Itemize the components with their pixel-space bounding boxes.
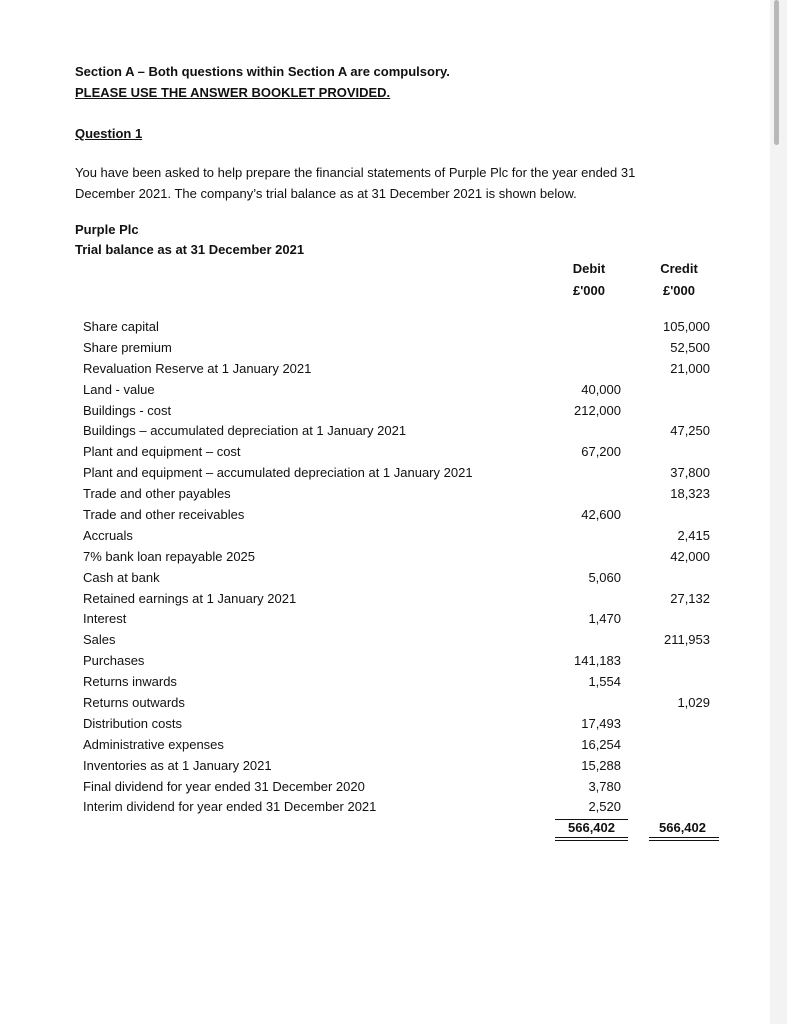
credit-header: Credit	[660, 261, 698, 276]
table-row	[83, 528, 723, 549]
question-line-1: You have been asked to help prepare the financial statements of Purple Plc for the year ended 31	[75, 165, 636, 180]
credit-total-double-rule	[649, 837, 719, 841]
table-row	[83, 632, 723, 653]
table-row	[83, 570, 723, 591]
table-row	[83, 465, 723, 486]
account-label: Plant and equipment – accumulated depreciation at 1 January 2021	[83, 465, 473, 481]
debit-amount: 5,060	[588, 569, 621, 585]
table-row	[83, 382, 723, 403]
account-label: Returns outwards	[83, 695, 185, 711]
account-label: Share premium	[83, 339, 172, 355]
debit-amount: 15,288	[581, 757, 621, 773]
debit-amount: 42,600	[581, 507, 621, 523]
table-row	[83, 779, 723, 800]
table-row	[83, 758, 723, 779]
table-row	[83, 507, 723, 528]
trial-balance-title: Trial balance as at 31 December 2021	[75, 242, 305, 257]
company-name: Purple Plc	[75, 222, 139, 237]
account-label: Share capital	[83, 319, 159, 334]
table-row	[83, 799, 723, 820]
debit-amount: 2,520	[588, 799, 621, 815]
credit-amount: 37,800	[670, 465, 710, 481]
debit-amount: 141,183	[574, 653, 621, 669]
account-label: Buildings - cost	[83, 402, 172, 418]
account-label: Cash at bank	[83, 569, 160, 585]
debit-amount: 1,470	[588, 611, 621, 627]
debit-unit-header: £'000	[572, 283, 605, 298]
account-label: Final dividend for year ended 31 December 2020	[83, 778, 365, 794]
credit-amount: 52,500	[670, 339, 710, 355]
table-row	[83, 423, 723, 444]
table-row	[83, 486, 723, 507]
table-row	[83, 591, 723, 612]
credit-amount: 47,250	[670, 423, 710, 439]
debit-amount: 17,493	[581, 715, 621, 731]
table-row	[83, 549, 723, 570]
account-label: Land - value	[83, 381, 155, 397]
table-row	[83, 403, 723, 424]
account-label: Administrative expenses	[83, 736, 224, 752]
section-instruction: PLEASE USE THE ANSWER BOOKLET PROVIDED.	[75, 85, 391, 100]
table-row	[83, 319, 723, 340]
question-paragraph	[75, 162, 725, 204]
table-row	[83, 695, 723, 716]
credit-amount: 2,415	[677, 527, 710, 543]
account-label: Purchases	[83, 653, 145, 669]
vertical-scrollbar[interactable]	[774, 0, 779, 145]
credit-unit-header: £'000	[662, 283, 695, 298]
question-title: Question 1	[75, 126, 143, 141]
account-label: 7% bank loan repayable 2025	[83, 548, 256, 564]
account-label: Distribution costs	[83, 715, 182, 731]
debit-amount: 3,780	[588, 778, 621, 794]
debit-total-double-rule	[555, 837, 628, 841]
account-label: Returns inwards	[83, 674, 177, 690]
account-label: Retained earnings at 1 January 2021	[83, 590, 297, 606]
debit-amount: 67,200	[581, 444, 621, 460]
credit-amount: 18,323	[670, 486, 710, 502]
table-row	[83, 611, 723, 632]
account-label: Sales	[83, 632, 116, 648]
account-label: Revaluation Reserve at 1 January 2021	[83, 360, 312, 376]
account-label: Interim dividend for year ended 31 December 2021	[83, 799, 377, 815]
table-row	[83, 653, 723, 674]
debit-amount: 212,000	[574, 402, 621, 418]
section-heading: Section A – Both questions within Section A are compulsory.	[75, 64, 450, 79]
credit-amount: 42,000	[670, 548, 710, 564]
credit-amount: 105,000	[663, 319, 710, 334]
debit-total: 566,402	[568, 820, 615, 835]
table-row	[83, 340, 723, 361]
account-label: Inventories as at 1 January 2021	[83, 757, 272, 773]
credit-amount: 27,132	[670, 590, 710, 606]
account-label: Trade and other payables	[83, 486, 231, 502]
credit-total: 566,402	[659, 820, 706, 835]
account-label: Accruals	[83, 527, 133, 543]
credit-amount: 211,953	[663, 632, 710, 648]
account-label: Plant and equipment – cost	[83, 444, 241, 460]
question-line-2: December 2021. The company’s trial balance as at 31 December 2021 is shown below.	[75, 186, 577, 201]
debit-amount: 16,254	[581, 736, 621, 752]
debit-amount: 40,000	[581, 381, 621, 397]
account-label: Trade and other receivables	[83, 507, 245, 523]
credit-amount: 21,000	[670, 360, 710, 376]
debit-amount: 1,554	[588, 674, 621, 690]
account-label: Buildings – accumulated depreciation at 1 January 2021	[83, 423, 407, 439]
table-row	[83, 716, 723, 737]
table-row	[83, 444, 723, 465]
credit-amount: 1,029	[677, 695, 710, 711]
table-row	[83, 674, 723, 695]
account-label: Interest	[83, 611, 127, 627]
table-row	[83, 361, 723, 382]
debit-header: Debit	[572, 261, 606, 276]
table-row	[83, 737, 723, 758]
trial-balance-table	[83, 319, 723, 820]
